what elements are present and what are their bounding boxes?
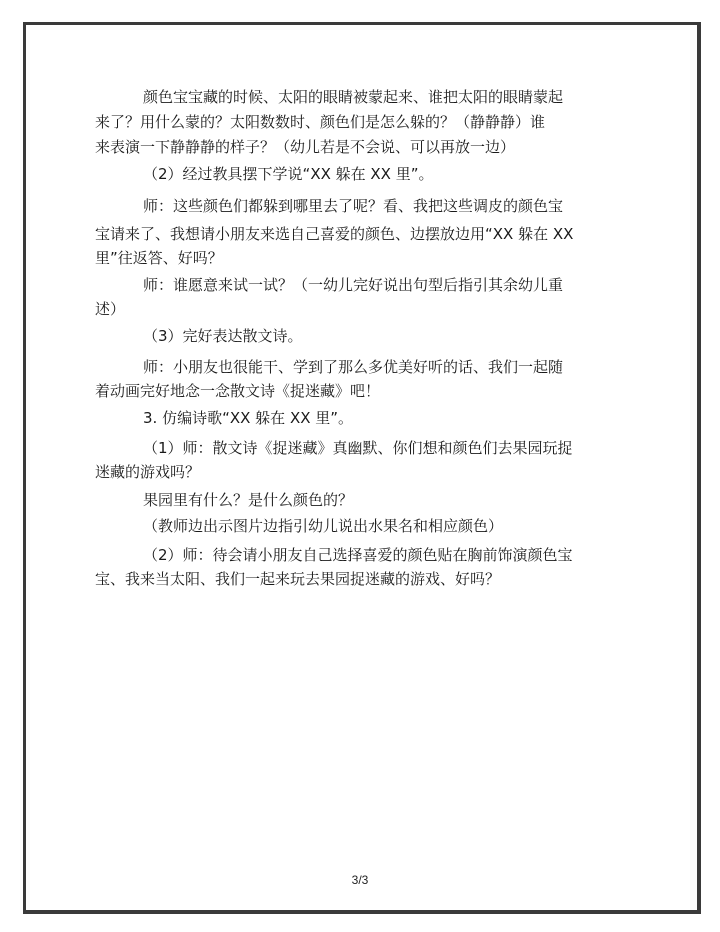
text-line: 师：这些颜色们都躲到哪里去了呢？看、我把这些调皮的颜色宝	[143, 197, 564, 215]
text-line: （3）完好表达散文诗。	[143, 327, 303, 345]
text-line: 来了？用什么蒙的？太阳数数时、颜色们是怎么躲的？（静静静）谁	[95, 113, 546, 131]
text-line: （教师边出示图片边指引幼儿说出水果名和相应颜色）	[143, 517, 504, 535]
text-line: 着动画完好地念一念散文诗《捉迷藏》吧！	[95, 382, 381, 400]
text-line: （2）师：待会请小朋友自己选择喜爱的颜色贴在胸前饰演颜色宝	[143, 546, 573, 564]
text-line: 师：小朋友也很能干、学到了那么多优美好听的话、我们一起随	[143, 358, 564, 376]
text-line: （1）师：散文诗《捉迷藏》真幽默、你们想和颜色们去果园玩捉	[143, 439, 573, 457]
text-line: 来表演一下静静静的样子？（幼儿若是不会说、可以再放一边）	[95, 138, 516, 156]
page-number: 3/3	[351, 873, 369, 887]
text-line: 宝、我来当太阳、我们一起来玩去果园捉迷藏的游戏、好吗？	[95, 570, 501, 588]
text-line: （2）经过教具摆下学说“XX 躲在 XX 里”。	[143, 165, 434, 183]
text-line: 迷藏的游戏吗？	[95, 463, 201, 481]
text-line: 里”往返答、好吗？	[95, 249, 223, 267]
text-line: 果园里有什么？是什么颜色的？	[143, 491, 354, 509]
text-line: 宝请来了、我想请小朋友来选自己喜爱的颜色、边摆放边用“XX 躲在 XX	[95, 225, 574, 243]
text-line: 述）	[95, 300, 126, 318]
text-line: 师：谁愿意来试一试？（一幼儿完好说出句型后指引其余幼儿重	[143, 276, 564, 294]
text-line: 3. 仿编诗歌“XX 躲在 XX 里”。	[143, 409, 354, 427]
text-line: 颜色宝宝藏的时候、太阳的眼睛被蒙起来、谁把太阳的眼睛蒙起	[143, 88, 564, 106]
